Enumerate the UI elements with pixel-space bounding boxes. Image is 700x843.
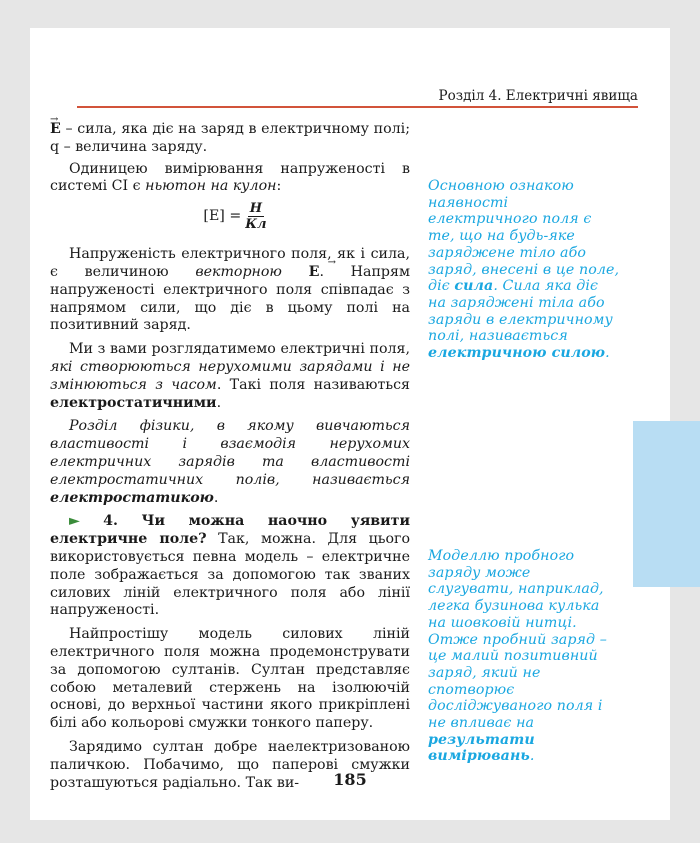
- vector-e-symbol: → E: [50, 121, 61, 137]
- formula-denominator: Кл: [245, 217, 267, 233]
- paragraph-electrostatic-fields: Ми з вами розглядатимемо електричні поля, які створюються нерухомими зарядами і не змінюються з часом. Такі поля називаються електростатичними.: [50, 341, 410, 411]
- paragraph-sultan-model: Найпростішу модель силових ліній електричного поля можна продемонструвати за допомогою султанів. Султан представляє собою металевий стержень на ізолюючій основі, до верхньої частини якого прикріплені білі або кольорові смужки тонкого паперу.: [50, 626, 410, 732]
- formula-numerator: Н: [249, 201, 263, 217]
- paragraph-vector: Напруженість електричного поля, як і сила, є величиною векторною → E. Напрям напруженості електричного поля співпадає з напрямом сили, що діє в цьому полі на позитивний заряд.: [50, 246, 410, 335]
- paragraph-units: Одиницею вимірювання напруженості в системі СІ є ньютон на кулон:: [50, 160, 410, 195]
- chapter-tab: [633, 421, 700, 587]
- section-title: Розділ 4. Електричні явища: [438, 88, 638, 104]
- paragraph-question-4: ► 4. Чи можна наочно уявити електричне поле? Так, можна. Для цього використовується певна модель – електричне поле зображається за допомогою так званих силових ліній електричного поля або лінії напруженості.: [50, 513, 410, 619]
- main-column: [50, 121, 410, 792]
- side-note-electric-force: Основною ознакою наявності електричного поля є те, що на будь-яке заряджене тіло або заряд, внесені в це поле, діє сила. Сила яка діє на заряджені тіла або заряди в електричному полі, називається електричною силою.: [428, 178, 620, 362]
- paragraph-definition: → E – сила, яка діє на заряд в електричному полі; q – величина заряду.: [50, 121, 410, 157]
- side-note-test-charge: Моделлю пробного заряду може слугувати, наприклад, легка бузинова кулька на шовковій нитці. Отже пробний заряд – це малий позитивний заряд, який не спотворює досліджуваного поля і не впливає на результати вимірювань.: [428, 548, 607, 765]
- formula-fraction: [245, 201, 266, 232]
- page-header: [30, 88, 638, 112]
- header-rule: [77, 106, 638, 108]
- unit-formula: [60, 201, 410, 232]
- question-heading: 4. Чи можна наочно уявити електричне поле?: [50, 513, 410, 548]
- vector-e-symbol: → E: [309, 264, 320, 280]
- formula-lhs: [E] =: [203, 207, 242, 224]
- paragraph-sultan-experiment: Зарядимо султан добре наелектризованою паличкою. Побачимо, що паперові смужки розташуються радіально. Так ви-: [50, 738, 410, 791]
- marker-icon: ►: [69, 513, 80, 530]
- page-number: 185: [333, 770, 367, 789]
- paragraph-electrostatics-definition: Розділ фізики, в якому вивчаються властивості і взаємодія нерухомих електричних зарядів та властивості електростатичних полів, називається електростатикою.: [50, 418, 410, 506]
